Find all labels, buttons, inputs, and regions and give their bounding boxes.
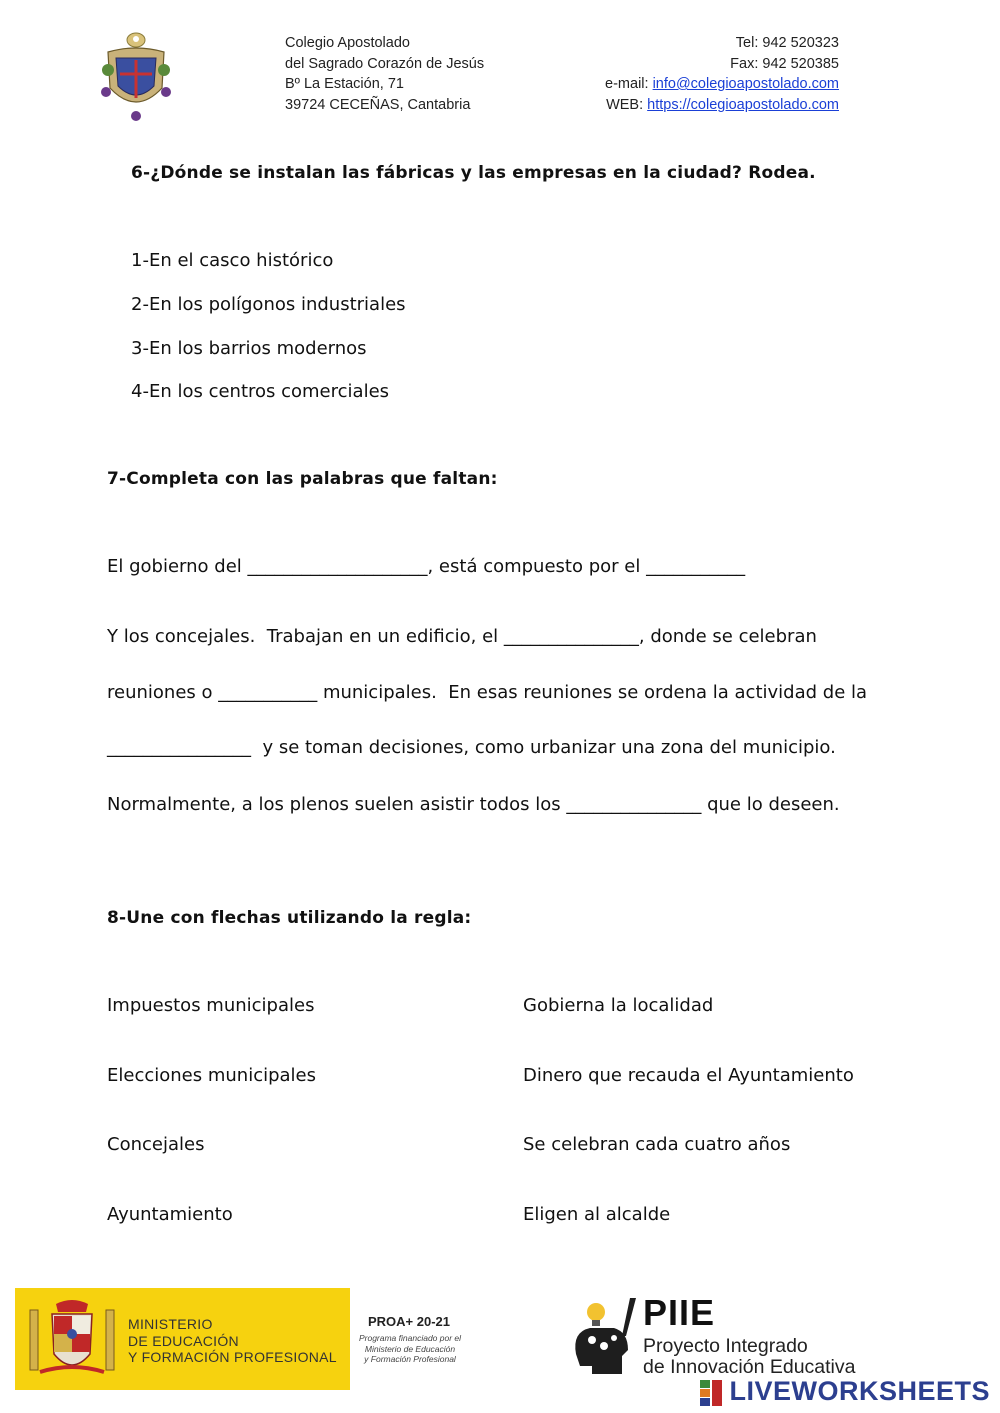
piie-title: PIIE [643,1292,716,1333]
question-6-title: 6-¿Dónde se instalan las fábricas y las empresas en la ciudad? Rodea. [131,163,816,183]
q6-option-2[interactable]: 2-En los polígonos industriales [131,294,406,315]
q7-fill-line-4[interactable]: ________________ y se toman decisiones, como urbanizar una zona del municipio. [107,737,836,758]
proa-line: Ministerio de Educación [364,1343,456,1354]
q6-option-4[interactable]: 4-En los centros comerciales [131,381,390,402]
school-address [285,33,484,115]
q6-option-1[interactable]: 1-En el casco histórico [131,250,334,271]
email-link[interactable]: info@colegioapostolado.com [652,76,839,92]
match-left-item[interactable]: Concejales [107,1134,205,1155]
match-right-item[interactable]: Gobierna la localidad [523,995,714,1016]
liveworksheets-watermark: LIVEWORKSHEETS [729,1376,990,1406]
school-street: Bº La Estación, 71 [285,76,404,92]
piie-line: de Innovación Educativa [643,1356,856,1378]
web-label: WEB: [606,96,648,113]
q6-option-3[interactable]: 3-En los barrios modernos [131,338,367,359]
match-left-item[interactable]: Elecciones municipales [107,1065,316,1086]
match-right-item[interactable]: Dinero que recauda el Ayuntamiento [523,1065,854,1086]
piie-line: Proyecto Integrado [643,1335,808,1357]
q7-fill-line-3[interactable]: reuniones o ___________ municipales. En esas reuniones se ordena la actividad de la [107,682,868,703]
head-lightbulb-icon [570,1296,638,1382]
ministry-line: Y FORMACIÓN PROFESIONAL [128,1349,337,1365]
proa-line: y Formación Profesional [364,1354,456,1364]
web-link[interactable]: https://colegioapostolado.com [647,96,839,113]
proa-subtitle [352,1333,468,1365]
email-label: e-mail: [605,76,653,92]
match-left-item[interactable]: Impuestos municipales [107,995,315,1016]
email-row [605,74,839,95]
q7-fill-line-1[interactable]: El gobierno del ____________________, está compuesto por el ___________ [107,556,746,577]
proa-line: Programa financiado por el [358,1333,462,1343]
proa-title: PROA+ 20-21 [368,1314,451,1329]
q7-fill-line-5[interactable]: Normalmente, a los plenos suelen asistir todos los _______________ que lo deseen. [107,794,840,815]
question-7-title: 7-Completa con las palabras que faltan: [107,469,498,489]
school-crest-logo [96,30,176,124]
piie-subtitle [643,1336,855,1378]
match-right-item[interactable]: Eligen al alcalde [523,1204,671,1225]
q7-fill-line-2[interactable]: Y los concejales. Trabajan en un edificio, el _______________, donde se celebran [107,626,817,647]
school-city: 39724 CECEÑAS, Cantabria [285,96,471,113]
question-8-title: 8-Une con flechas utilizando la regla: [107,908,472,928]
school-contact [605,33,839,115]
phone-number: Tel: 942 520323 [735,35,839,51]
web-row [605,95,839,116]
spain-coat-of-arms-icon [26,1296,118,1382]
fax-number: Fax: 942 520385 [730,55,839,72]
school-name: Colegio Apostolado [285,35,410,51]
ministry-line: MINISTERIO [128,1316,213,1332]
match-right-item[interactable]: Se celebran cada cuatro años [523,1134,791,1155]
match-left-item[interactable]: Ayuntamiento [107,1204,233,1225]
liveworksheets-badge-icon [700,1380,722,1406]
ministry-name [128,1316,337,1366]
school-subtitle: del Sagrado Corazón de Jesús [285,55,485,72]
ministry-line: DE EDUCACIÓN [128,1332,239,1349]
